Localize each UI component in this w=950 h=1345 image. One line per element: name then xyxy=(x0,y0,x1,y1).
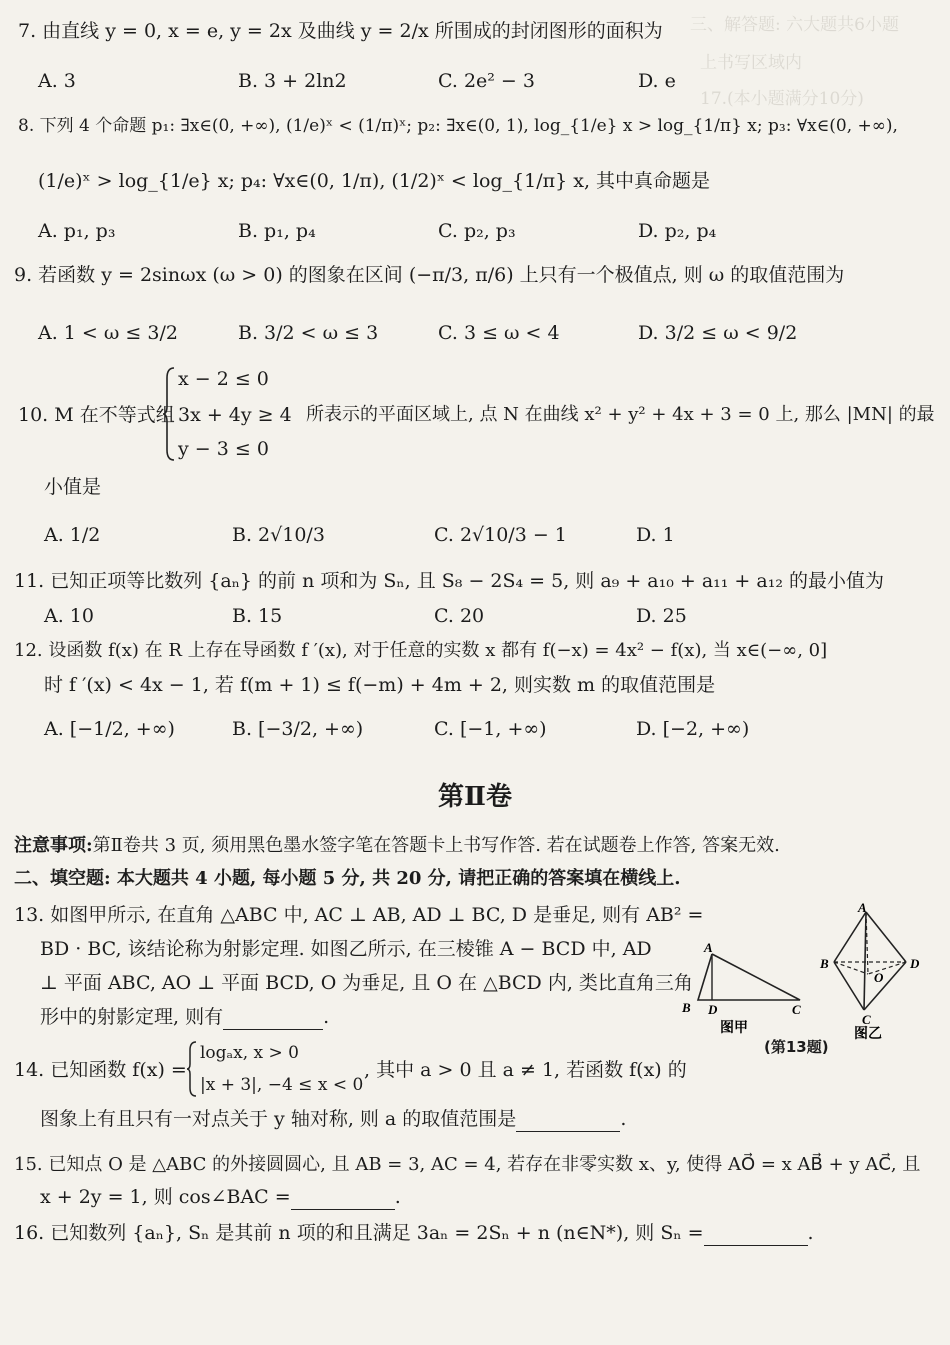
q7-option-a: A. 3 xyxy=(38,70,76,92)
q12-line2: 时 f ′(x) < 4x − 1, 若 f(m + 1) ≤ f(−m) + 4m + 2, 则实数 m 的取值范围是 xyxy=(44,674,716,696)
q16-line1-text: 16. 已知数列 {aₙ}, Sₙ 是其前 n 项的和且满足 3aₙ = 2Sₙ + n (n∈N*), 则 Sₙ = xyxy=(14,1222,704,1244)
fig2-label-d: D xyxy=(910,956,920,971)
q8-option-a: A. p₁, p₃ xyxy=(38,220,116,242)
q10-post: 所表示的平面区域上, 点 N 在曲线 x² + y² + 4x + 3 = 0 上, 那么 |MN| 的最 xyxy=(306,404,935,425)
q10-option-b: B. 2√10/3 xyxy=(232,524,325,546)
q11-stem: 11. 已知正项等比数列 {aₙ} 的前 n 项和为 Sₙ, 且 S₈ − 2S₄ = 5, 则 a₉ + a₁₀ + a₁₁ + a₁₂ 的最小值为 xyxy=(14,570,884,592)
q8-line1: 8. 下列 4 个命题 p₁: ∃x∈(0, +∞), (1/e)ˣ < (1/π)ˣ; p₂: ∃x∈(0, 1), log_{1/e} x > log_{1/π} x; p₃: ∀x∈(0, +∞), xyxy=(18,116,898,136)
q7-option-c: C. 2e² − 3 xyxy=(438,70,535,92)
q13-line2: BD · BC, 该结论称为射影定理. 如图乙所示, 在三棱锥 A − BCD 中, AD xyxy=(40,938,652,960)
q7-option-b: B. 3 + 2ln2 xyxy=(238,70,347,92)
fig2-label-a: A xyxy=(858,900,867,915)
q14-line2 xyxy=(40,1106,626,1132)
q15-line2-end: . xyxy=(394,1186,401,1208)
figure-yi xyxy=(818,900,928,1042)
q11-option-a: A. 10 xyxy=(44,605,94,627)
q8-option-c: C. p₂, p₃ xyxy=(438,220,516,242)
q10-pre: 10. M 在不等式组 xyxy=(18,404,175,426)
q12-option-d: D. [−2, +∞) xyxy=(636,718,750,740)
q14-case1: logₐx, x > 0 xyxy=(200,1043,299,1063)
q12-option-c: C. [−1, +∞) xyxy=(434,718,547,740)
fig2-label-b: B xyxy=(820,956,829,971)
q11-option-c: C. 20 xyxy=(434,605,485,627)
q16-line1-end: . xyxy=(807,1222,814,1244)
q15-answer-blank xyxy=(291,1191,395,1210)
q10-sys3: y − 3 ≤ 0 xyxy=(178,438,269,460)
q11-option-b: B. 15 xyxy=(232,605,283,627)
q16-answer-blank xyxy=(704,1227,808,1246)
q7-option-d: D. e xyxy=(638,70,676,92)
q10-option-c: C. 2√10/3 − 1 xyxy=(434,524,567,546)
q9-option-c: C. 3 ≤ ω < 4 xyxy=(438,322,560,344)
bleed-through-text: 上书写区域内 xyxy=(700,53,802,73)
q8-option-b: B. p₁, p₄ xyxy=(238,220,316,242)
q10-line2: 小值是 xyxy=(44,476,102,498)
fig2-label-c: C xyxy=(862,1012,871,1027)
q16-line1 xyxy=(14,1220,814,1246)
fig1-label-d: D xyxy=(708,1002,718,1017)
q10-sys1: x − 2 ≤ 0 xyxy=(178,368,269,390)
q10-option-a: A. 1/2 xyxy=(44,524,101,546)
q13-line4 xyxy=(40,1004,329,1030)
q9-option-d: D. 3/2 ≤ ω < 9/2 xyxy=(638,322,798,344)
q15-line2-text: x + 2y = 1, 则 cos∠BAC = xyxy=(40,1186,291,1208)
q9-stem: 9. 若函数 y = 2sinωx (ω > 0) 的图象在区间 (−π/3, π/6) 上只有一个极值点, 则 ω 的取值范围为 xyxy=(14,264,845,286)
bleed-through-text: 三、解答题: 六大题共6小题 xyxy=(690,15,899,35)
q13-line4-end: . xyxy=(323,1006,330,1028)
bleed-through-text: 17.(本小题满分10分) xyxy=(700,89,864,109)
q10-option-d: D. 1 xyxy=(636,524,675,546)
q14-line2-text: 图象上有且只有一对点关于 y 轴对称, 则 a 的取值范围是 xyxy=(40,1108,517,1130)
fill-section-title: 二、填空题: 本大题共 4 小题, 每小题 5 分, 共 20 分, 请把正确的答案填在横线上. xyxy=(14,868,681,889)
fig2-caption: 图乙 xyxy=(854,1026,882,1042)
q9-option-b: B. 3/2 < ω ≤ 3 xyxy=(238,322,379,344)
q10-sys2: 3x + 4y ≥ 4 xyxy=(178,404,292,426)
q8-option-d: D. p₂, p₄ xyxy=(638,220,717,242)
q13-line4-text: 形中的射影定理, 则有 xyxy=(40,1006,224,1028)
fig2-label-o: O xyxy=(874,970,884,985)
q14-answer-blank xyxy=(516,1113,620,1132)
q11-option-d: D. 25 xyxy=(636,605,687,627)
q12-line1: 12. 设函数 f(x) 在 R 上存在导函数 f ′(x), 对于任意的实数 x 都有 f(−x) = 4x² − f(x), 当 x∈(−∞, 0] xyxy=(14,640,828,661)
figure-jia xyxy=(676,940,806,1040)
q7-stem: 7. 由直线 y = 0, x = e, y = 2x 及曲线 y = 2/x 所围成的封闭图形的面积为 xyxy=(18,20,663,42)
q15-line2 xyxy=(40,1184,401,1210)
q14-brace xyxy=(186,1040,198,1098)
fig1-label-c: C xyxy=(792,1002,801,1017)
q13-line3: ⊥ 平面 ABC, AO ⊥ 平面 BCD, O 为垂足, 且 O 在 △BCD 内, 类比直角三角 xyxy=(40,972,693,994)
q12-option-b: B. [−3/2, +∞) xyxy=(232,718,364,740)
q13-figure-label: (第13题) xyxy=(764,1038,829,1056)
q13-line1: 13. 如图甲所示, 在直角 △ABC 中, AC ⊥ AB, AD ⊥ BC, D 是垂足, 则有 AB² = xyxy=(14,904,704,926)
part2-notice xyxy=(14,833,780,859)
fig1-caption: 图甲 xyxy=(720,1020,748,1036)
q9-option-a: A. 1 < ω ≤ 3/2 xyxy=(38,322,178,344)
q10-brace xyxy=(162,366,176,462)
q13-answer-blank xyxy=(223,1011,323,1030)
fig1-label-a: A xyxy=(704,940,713,955)
q12-option-a: A. [−1/2, +∞) xyxy=(44,718,175,740)
notice-label: 注意事项: xyxy=(14,835,93,856)
q8-line2: (1/e)ˣ > log_{1/e} x; p₄: ∀x∈(0, 1/π), (1/2)ˣ < log_{1/π} x, 其中真命题是 xyxy=(38,170,711,192)
q14-post: , 其中 a > 0 且 a ≠ 1, 若函数 f(x) 的 xyxy=(364,1059,687,1081)
q14-pre: 14. 已知函数 f(x) = xyxy=(14,1059,187,1081)
q15-line1: 15. 已知点 O 是 △ABC 的外接圆圆心, 且 AB = 3, AC = 4, 若存在非零实数 x、y, 使得 AO⃗ = x AB⃗ + y AC⃗, 且 xyxy=(14,1154,921,1175)
q14-line2-end: . xyxy=(620,1108,627,1130)
notice-text: 第Ⅱ卷共 3 页, 须用黑色墨水签字笔在答题卡上书写作答. 若在试题卷上作答, 答案无效. xyxy=(92,835,780,856)
fig1-label-b: B xyxy=(682,1000,691,1015)
q14-case2: |x + 3|, −4 ≤ x < 0 xyxy=(200,1075,364,1095)
part2-title: 第Ⅱ卷 xyxy=(438,782,512,812)
